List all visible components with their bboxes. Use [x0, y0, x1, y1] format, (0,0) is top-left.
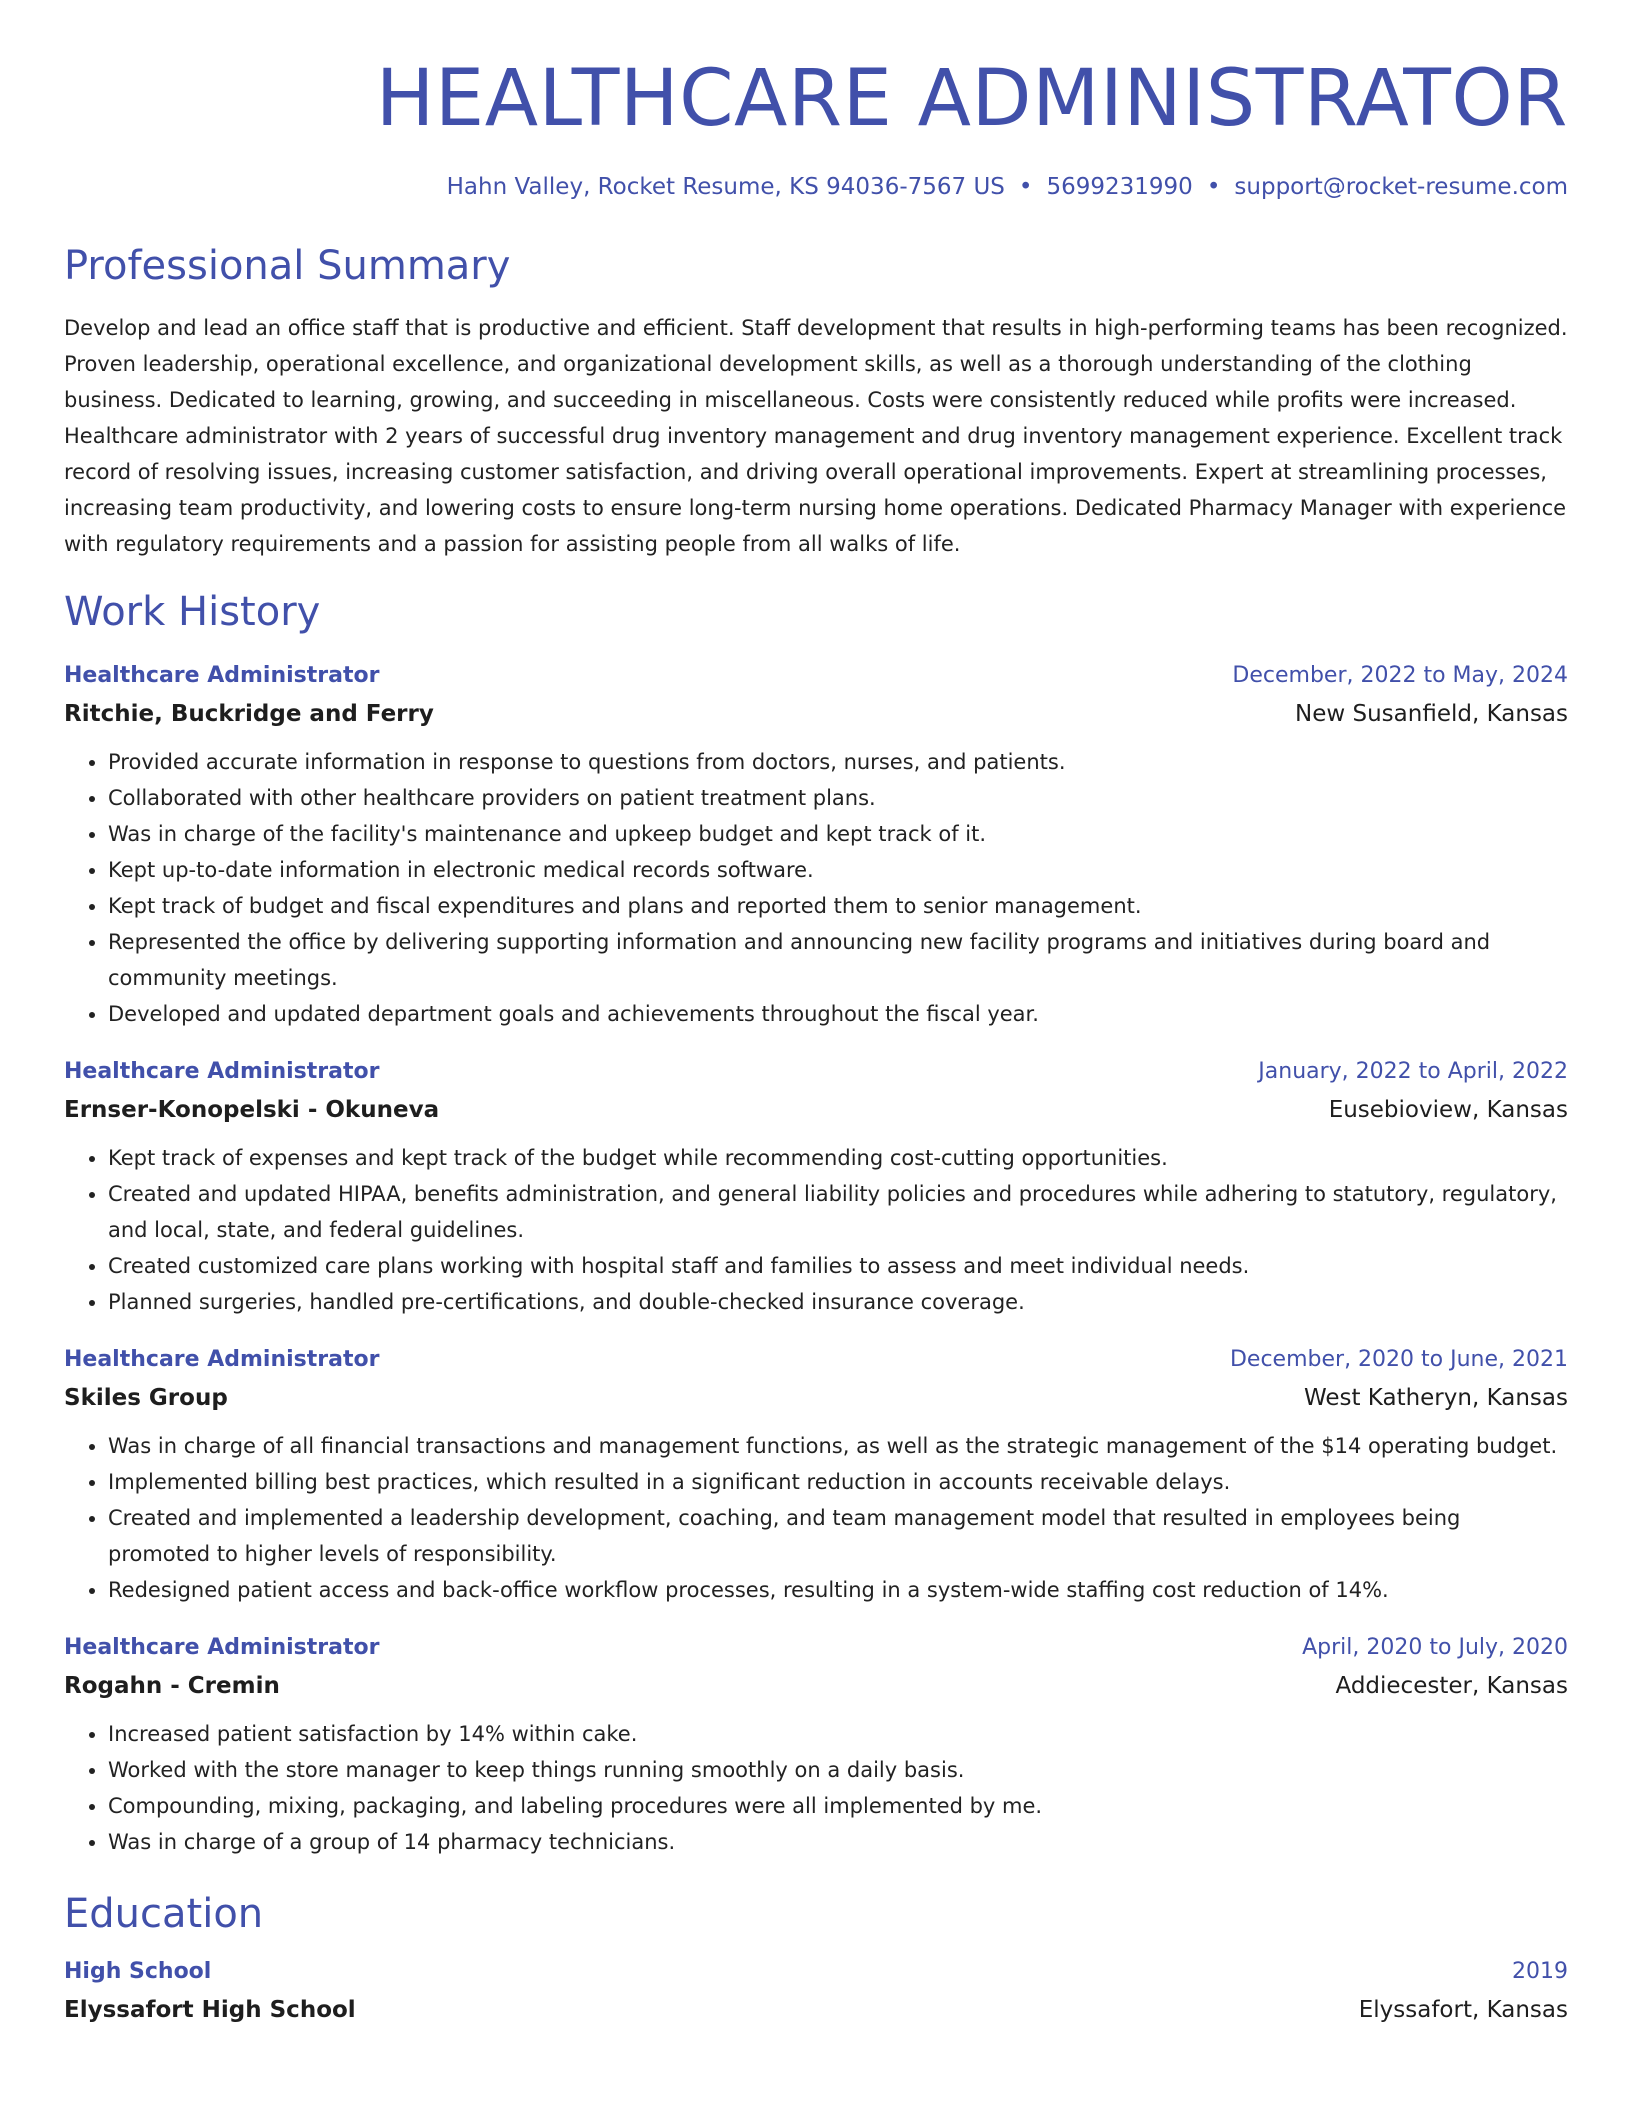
contact-phone: 5699231990	[1046, 174, 1193, 200]
contact-separator: •	[1018, 174, 1033, 200]
job-dates: December, 2020 to June, 2021	[1229, 1347, 1568, 1372]
job-company: Ernser-Konopelski - Okuneva	[64, 1097, 440, 1123]
contact-address: Hahn Valley, Rocket Resume, KS 94036-7567 US	[446, 174, 1005, 200]
contact-email: support@rocket-resume.com	[1234, 174, 1568, 200]
section-heading-work-history: Work History	[64, 589, 321, 635]
job-title: Healthcare Administrator	[64, 1635, 380, 1660]
job-dates: April, 2020 to July, 2020	[1302, 1635, 1568, 1660]
job-title: Healthcare Administrator	[64, 663, 380, 688]
job-bullet: • Created customized care plans working with hospital staff and families to assess and meet individual needs.	[108, 1248, 1568, 1284]
job-bullet: • Provided accurate information in response to questions from doctors, nurses, and patients.	[108, 744, 1568, 780]
resume-name: HEALTHCARE ADMINISTRATOR	[375, 54, 1568, 144]
job-title: Healthcare Administrator	[64, 1347, 380, 1372]
job-dates: December, 2022 to May, 2024	[1232, 663, 1568, 688]
job-bullet: • Developed and updated department goals and achievements throughout the fiscal year.	[108, 996, 1568, 1032]
job-bullets	[64, 744, 1568, 1032]
job-bullet: • Worked with the store manager to keep things running smoothly on a daily basis.	[108, 1752, 1568, 1788]
job-title: Healthcare Administrator	[64, 1059, 380, 1084]
job-bullet: • Was in charge of the facility's maintenance and upkeep budget and kept track of it.	[108, 816, 1568, 852]
job-bullets	[64, 1140, 1568, 1320]
contact-separator: •	[1206, 174, 1221, 200]
summary-text: Develop and lead an office staff that is productive and efficient. Staff development that results in high-performing teams has been recognized. Proven leadership, operational excellence, and organizational development skills, as well as a thorough understanding of the clothing business. Dedicated to learning, growing, and succeeding in miscellaneous. Costs were consistently reduced while profits were increased. Healthcare administrator with 2 years of successful drug inventory management and drug inventory management experience. Excellent track record of resolving issues, increasing customer satisfaction, and driving overall operational improvements. Expert at streamlining processes, increasing team productivity, and lowering costs to ensure long-term nursing home operations. Dedicated Pharmacy Manager with experience with regulatory requirements and a passion for assisting people from all walks of life.	[64, 316, 1568, 556]
job-bullet: • Created and implemented a leadership development, coaching, and team management model that resulted in employees being promoted to higher levels of responsibility.	[108, 1500, 1568, 1572]
job-bullet: • Collaborated with other healthcare providers on patient treatment plans.	[108, 780, 1568, 816]
job-bullet: • Redesigned patient access and back-office workflow processes, resulting in a system-wide staffing cost reduction of 14%.	[108, 1572, 1568, 1608]
job-bullet: • Compounding, mixing, packaging, and labeling procedures were all implemented by me.	[108, 1788, 1568, 1824]
job-bullet: • Kept track of budget and fiscal expenditures and plans and reported them to senior management.	[108, 888, 1568, 924]
job-bullet: • Kept track of expenses and kept track of the budget while recommending cost-cutting opportunities.	[108, 1140, 1568, 1176]
job-entry	[64, 1342, 1568, 1608]
contact-line	[64, 172, 1568, 202]
job-location: Eusebioview, Kansas	[1328, 1097, 1568, 1123]
job-entry	[64, 1630, 1568, 1860]
job-bullet: • Increased patient satisfaction by 14% within cake.	[108, 1716, 1568, 1752]
section-heading-summary: Professional Summary	[64, 243, 511, 289]
job-bullets	[64, 1716, 1568, 1860]
job-location: West Katheryn, Kansas	[1303, 1385, 1568, 1411]
job-bullet: • Was in charge of all financial transactions and management functions, as well as the strategic management of the $14 operating budget.	[108, 1428, 1568, 1464]
section-heading-education: Education	[64, 1891, 264, 1937]
job-bullet: • Planned surgeries, handled pre-certifications, and double-checked insurance coverage.	[108, 1284, 1568, 1320]
education-degree: High School	[64, 1959, 212, 1984]
job-bullets	[64, 1428, 1568, 1608]
job-location: Addiecester, Kansas	[1335, 1673, 1568, 1699]
education-location: Elyssafort, Kansas	[1358, 1997, 1568, 2023]
job-bullet: • Kept up-to-date information in electronic medical records software.	[108, 852, 1568, 888]
job-location: New Susanfield, Kansas	[1295, 701, 1568, 727]
job-company: Ritchie, Buckridge and Ferry	[64, 701, 434, 727]
education-year: 2019	[1512, 1959, 1568, 1984]
education-school: Elyssafort High School	[64, 1997, 356, 2023]
job-company: Skiles Group	[64, 1385, 228, 1411]
job-entry	[64, 1054, 1568, 1320]
job-dates: January, 2022 to April, 2022	[1258, 1059, 1568, 1084]
job-bullet: • Represented the office by delivering supporting information and announcing new facility programs and initiatives during board and community meetings.	[108, 924, 1568, 996]
job-bullet: • Was in charge of a group of 14 pharmacy technicians.	[108, 1824, 1568, 1860]
job-bullet: • Created and updated HIPAA, benefits administration, and general liability policies and procedures while adhering to statutory, regulatory, and local, state, and federal guidelines.	[108, 1176, 1568, 1248]
job-entry	[64, 658, 1568, 1032]
job-company: Rogahn - Cremin	[64, 1673, 280, 1699]
education-entry	[64, 1954, 1568, 2030]
job-bullet: • Implemented billing best practices, which resulted in a significant reduction in accounts receivable delays.	[108, 1464, 1568, 1500]
